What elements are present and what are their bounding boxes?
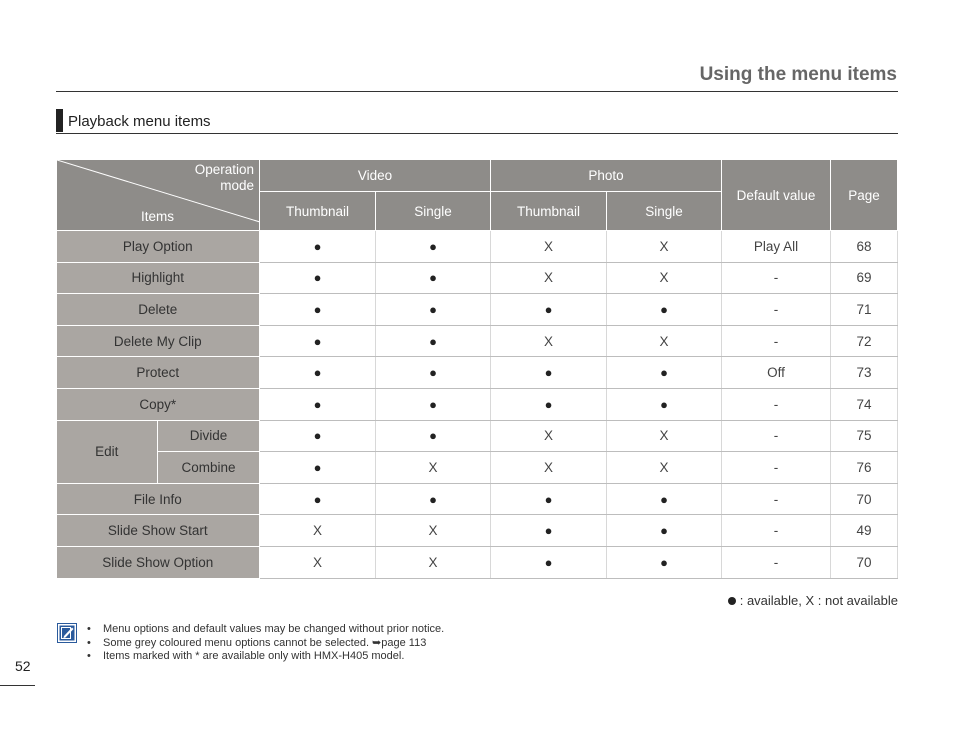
page-cell: 69	[831, 262, 898, 294]
playback-menu-table	[56, 159, 898, 579]
available-dot-icon: ●	[429, 396, 437, 412]
not-available-mark: X	[544, 238, 554, 254]
video-thumbnail-cell	[260, 294, 376, 326]
default-value-cell: -	[722, 452, 831, 484]
operation-mode-label: Operation mode	[194, 162, 254, 193]
available-dot-icon: ●	[544, 365, 553, 381]
photo-thumbnail-cell	[491, 325, 607, 357]
available-dot-icon: ●	[660, 523, 668, 539]
available-dot-icon: ●	[660, 301, 668, 317]
available-dot-icon: ●	[660, 396, 668, 412]
table-row	[57, 294, 898, 326]
section-marker	[56, 109, 63, 132]
default-value-cell: Play All	[722, 231, 831, 263]
available-dot-icon: ●	[429, 238, 437, 254]
page-cell: 71	[831, 294, 898, 326]
video-thumbnail-cell	[260, 357, 376, 389]
available-dot-icon: ●	[544, 396, 553, 412]
page-cell: 75	[831, 420, 898, 452]
video-thumbnail-cell	[260, 325, 376, 357]
page-title: Using the menu items	[699, 64, 897, 85]
table-row	[57, 262, 898, 294]
group-video: Video	[260, 160, 491, 192]
available-dot-icon: ●	[660, 365, 668, 381]
photo-thumbnail-cell	[491, 452, 607, 484]
default-value-cell: Off	[722, 357, 831, 389]
col-default-value: Default value	[722, 160, 831, 231]
available-dot-icon: ●	[429, 365, 437, 381]
item-name: Delete	[57, 294, 260, 326]
available-dot-icon: ●	[544, 301, 553, 317]
default-value-cell: -	[722, 420, 831, 452]
available-dot-icon: ●	[660, 554, 668, 570]
not-available-mark: X	[428, 523, 438, 539]
page-cell: 72	[831, 325, 898, 357]
page-cell: 70	[831, 546, 898, 578]
not-available-mark: X	[544, 428, 554, 444]
notes-list	[85, 623, 444, 664]
note-item: • Menu options and default values may be changed without prior notice.	[85, 623, 444, 637]
photo-single-cell	[607, 546, 722, 578]
note-item: • Some grey coloured menu options cannot be selected. ➥page 113	[85, 637, 444, 651]
available-dot-icon: ●	[313, 333, 322, 349]
available-dot-icon: ●	[313, 270, 322, 286]
default-value-cell: -	[722, 262, 831, 294]
photo-single-cell	[607, 231, 722, 263]
sub-item-name: Combine	[158, 452, 260, 484]
item-name: Protect	[57, 357, 260, 389]
video-single-cell	[376, 231, 491, 263]
section-title: Playback menu items	[68, 113, 211, 130]
available-dot-icon: ●	[313, 396, 322, 412]
item-name: Copy*	[57, 388, 260, 420]
item-name: Play Option	[57, 231, 260, 263]
not-available-mark: X	[659, 270, 669, 286]
photo-single-cell	[607, 325, 722, 357]
table-row	[57, 388, 898, 420]
col-page: Page	[831, 160, 898, 231]
video-thumbnail-cell	[260, 420, 376, 452]
col-photo-single: Single	[607, 192, 722, 231]
not-available-mark: X	[544, 270, 554, 286]
page-number-rule	[0, 685, 35, 686]
video-thumbnail-cell	[260, 452, 376, 484]
default-value-cell: -	[722, 515, 831, 547]
available-dot-icon: ●	[429, 491, 437, 507]
video-thumbnail-cell	[260, 231, 376, 263]
photo-single-cell	[607, 420, 722, 452]
not-available-mark: X	[544, 333, 554, 349]
table-row	[57, 420, 898, 452]
not-available-mark: X	[659, 333, 669, 349]
default-value-cell: -	[722, 546, 831, 578]
photo-single-cell	[607, 262, 722, 294]
page-cell: 68	[831, 231, 898, 263]
col-photo-thumbnail: Thumbnail	[491, 192, 607, 231]
col-video-single: Single	[376, 192, 491, 231]
note-item: • Items marked with * are available only with HMX-H405 model.	[85, 650, 444, 664]
photo-single-cell	[607, 294, 722, 326]
item-name: Delete My Clip	[57, 325, 260, 357]
title-rule	[56, 91, 898, 92]
available-dot-icon: ●	[429, 270, 437, 286]
video-single-cell	[376, 262, 491, 294]
table-row	[57, 546, 898, 578]
video-single-cell	[376, 515, 491, 547]
default-value-cell: -	[722, 325, 831, 357]
not-available-mark: X	[659, 238, 669, 254]
page-cell: 74	[831, 388, 898, 420]
item-name: File Info	[57, 483, 260, 515]
video-single-cell	[376, 357, 491, 389]
video-single-cell	[376, 546, 491, 578]
photo-thumbnail-cell	[491, 357, 607, 389]
item-name: Edit	[57, 420, 158, 483]
table-row	[57, 231, 898, 263]
not-available-mark: X	[312, 554, 322, 570]
available-dot-icon: ●	[313, 365, 322, 381]
photo-thumbnail-cell	[491, 515, 607, 547]
item-name: Slide Show Start	[57, 515, 260, 547]
photo-thumbnail-cell	[491, 262, 607, 294]
table-row	[57, 483, 898, 515]
default-value-cell: -	[722, 294, 831, 326]
not-available-mark: X	[659, 459, 669, 475]
video-single-cell	[376, 483, 491, 515]
available-dot-icon: ●	[660, 491, 668, 507]
table-row	[57, 452, 898, 484]
video-single-cell	[376, 388, 491, 420]
photo-thumbnail-cell	[491, 294, 607, 326]
video-thumbnail-cell	[260, 515, 376, 547]
video-thumbnail-cell	[260, 483, 376, 515]
video-single-cell	[376, 420, 491, 452]
available-dot-icon: ●	[313, 238, 322, 254]
available-dot-icon: ●	[544, 491, 553, 507]
legend-text: : available, X : not available	[739, 593, 898, 608]
available-dot-icon: ●	[544, 523, 553, 539]
item-name: Slide Show Option	[57, 546, 260, 578]
photo-thumbnail-cell	[491, 420, 607, 452]
item-name: Highlight	[57, 262, 260, 294]
section-rule	[56, 133, 898, 134]
video-thumbnail-cell	[260, 262, 376, 294]
not-available-mark: X	[312, 523, 322, 539]
photo-single-cell	[607, 452, 722, 484]
table-row	[57, 357, 898, 389]
group-photo: Photo	[491, 160, 722, 192]
table-row	[57, 515, 898, 547]
sub-item-name: Divide	[158, 420, 260, 452]
available-dot-icon: ●	[544, 554, 553, 570]
items-label: Items	[141, 209, 175, 224]
available-dot-icon: ●	[313, 491, 322, 507]
video-thumbnail-cell	[260, 388, 376, 420]
available-dot-icon: ●	[313, 459, 322, 475]
corner-header	[57, 160, 260, 231]
not-available-mark: X	[428, 554, 438, 570]
col-video-thumbnail: Thumbnail	[260, 192, 376, 231]
default-value-cell: -	[722, 388, 831, 420]
photo-single-cell	[607, 357, 722, 389]
pencil-note-icon	[57, 623, 77, 643]
page-cell: 73	[831, 357, 898, 389]
photo-single-cell	[607, 388, 722, 420]
available-dot-icon: ●	[429, 428, 437, 444]
page-cell: 76	[831, 452, 898, 484]
table-row	[57, 325, 898, 357]
available-dot-icon	[728, 597, 736, 605]
legend	[728, 593, 898, 608]
photo-thumbnail-cell	[491, 388, 607, 420]
available-dot-icon: ●	[313, 301, 322, 317]
available-dot-icon: ●	[313, 428, 322, 444]
video-single-cell	[376, 294, 491, 326]
not-available-mark: X	[428, 459, 438, 475]
photo-thumbnail-cell	[491, 546, 607, 578]
default-value-cell: -	[722, 483, 831, 515]
page-cell: 49	[831, 515, 898, 547]
photo-single-cell	[607, 483, 722, 515]
not-available-mark: X	[659, 428, 669, 444]
photo-single-cell	[607, 515, 722, 547]
page-number: 52	[15, 658, 31, 674]
not-available-mark: X	[544, 459, 554, 475]
video-single-cell	[376, 325, 491, 357]
photo-thumbnail-cell	[491, 483, 607, 515]
video-thumbnail-cell	[260, 546, 376, 578]
page-cell: 70	[831, 483, 898, 515]
photo-thumbnail-cell	[491, 231, 607, 263]
video-single-cell	[376, 452, 491, 484]
available-dot-icon: ●	[429, 333, 437, 349]
available-dot-icon: ●	[429, 301, 437, 317]
